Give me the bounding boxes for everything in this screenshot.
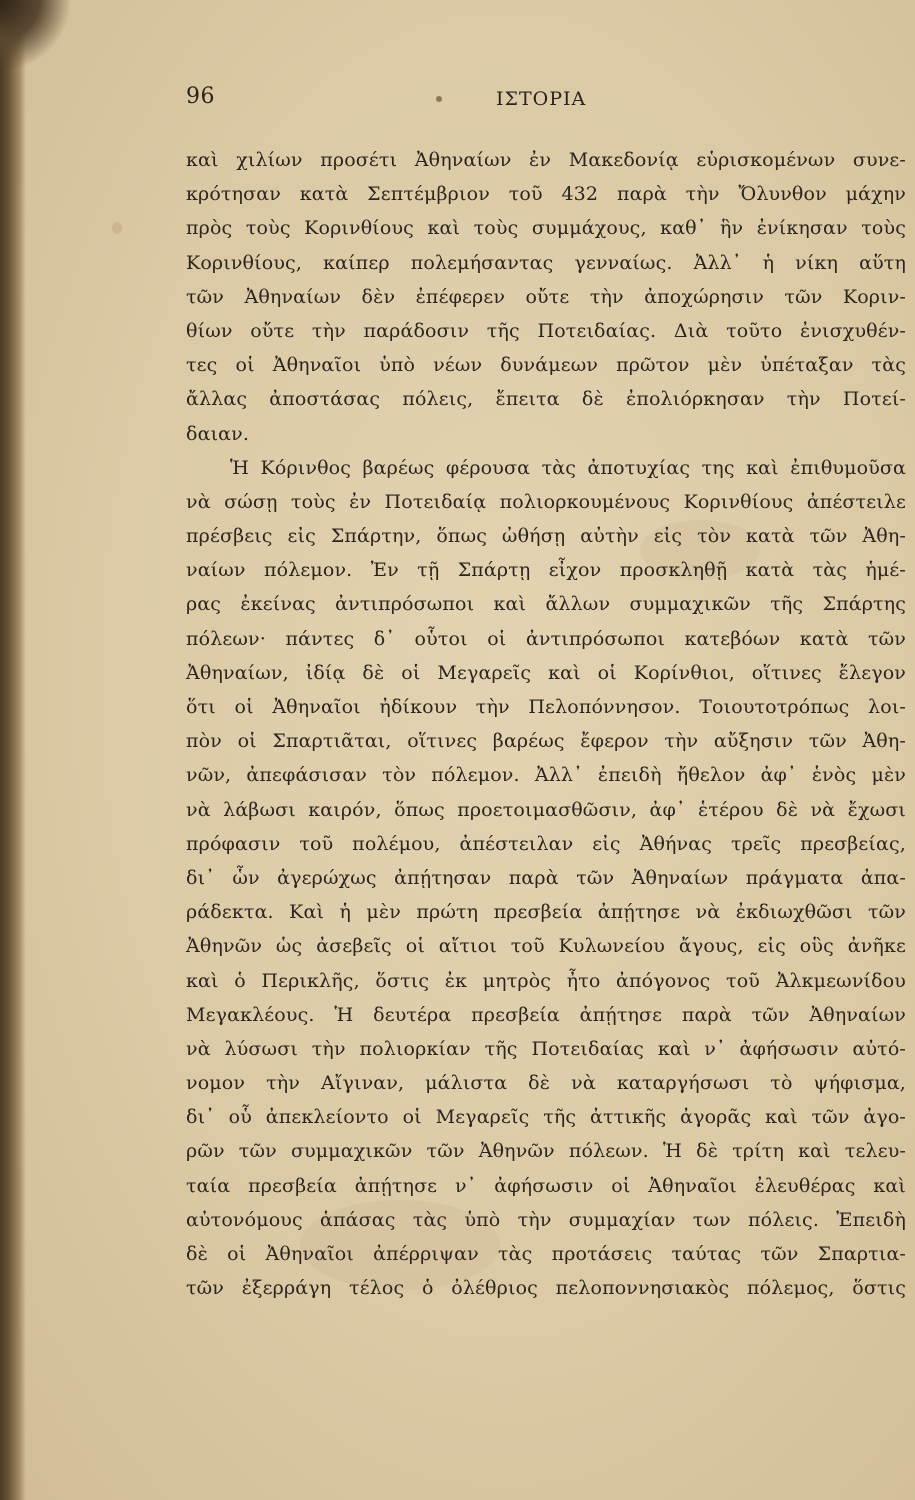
- text-line: νῶν, ἀπεφάσισαν τὸν πόλεμον. Ἀλλ᾽ ἐπειδὴ ἤθελον ἀφ᾽ ἑνὸς μὲν: [186, 764, 906, 787]
- text-line: πρέσβεις εἰς Σπάρτην, ὅπως ὠθήσῃ αὐτὴν εἰς τὸν κατὰ τῶν Ἀθη-: [186, 525, 906, 548]
- text-line: τῶν ἐξερράγη τέλος ὁ ὀλέθριος πελοποννησιακὸς πόλεμος, ὅστις: [186, 1277, 906, 1300]
- text-line: κρότησαν κατὰ Σεπτέμβριον τοῦ 432 παρὰ τὴν Ὄλυνθον μάχην: [186, 183, 906, 206]
- text-line: τες οἱ Ἀθηναῖοι ὑπὸ νέων δυνάμεων πρῶτον μὲν ὑπέταξαν τὰς: [186, 354, 906, 377]
- text-line: δι᾽ οὗ ἀπεκλείοντο οἱ Μεγαρεῖς τῆς ἀττικῆς ἀγορᾶς καὶ τῶν ἀγο-: [186, 1106, 906, 1129]
- text-line: πὸν οἱ Σπαρτιᾶται, οἵτινες βαρέως ἔφερον τὴν αὔξησιν τῶν Ἀθη-: [186, 730, 906, 753]
- text-line: καὶ χιλίων προσέτι Ἀθηναίων ἐν Μακεδονίᾳ εὑρισκομένων συνε-: [186, 149, 906, 171]
- page-number: 96: [186, 84, 215, 109]
- text-line: ράδεκτα. Καὶ ἡ μὲν πρώτη πρεσβεία ἀπῄτησε νὰ ἐκδιωχθῶσι τῶν: [186, 901, 906, 924]
- book-spine-shadow: [0, 0, 26, 1500]
- running-title: ΙΣΤΟΡΙΑ: [496, 88, 587, 110]
- text-line: θίων οὔτε τὴν παράδοσιν τῆς Ποτειδαίας. Διὰ τοῦτο ἐνισχυθέν-: [186, 319, 906, 342]
- paper-stain: [112, 222, 122, 234]
- text-line: Ἀθηναίων, ἰδίᾳ δὲ οἱ Μεγαρεῖς καὶ οἱ Κορίνθιοι, οἵτινες ἔλεγον: [186, 661, 906, 684]
- text-line: πόλεων· πάντες δ᾽ οὗτοι οἱ ἀντιπρόσωποι κατεβόων κατὰ τῶν: [186, 627, 906, 650]
- text-line: Κορινθίους, καίπερ πολεμήσαντας γενναίως. Ἀλλ᾽ ἡ νίκη αὕτη: [186, 251, 906, 274]
- text-line: δαιαν.: [186, 422, 250, 445]
- text-line: δὲ οἱ Ἀθηναῖοι ἀπέρριψαν τὰς προτάσεις ταύτας τῶν Σπαρτια-: [186, 1243, 906, 1265]
- text-line: ρας ἐκείνας ἀντιπρόσωποι καὶ ἄλλων συμμαχικῶν τῆς Σπάρτης: [186, 593, 906, 616]
- text-line: νὰ λάβωσι καιρόν, ὅπως προετοιμασθῶσιν, ἀφ᾽ ἑτέρου δὲ νὰ ἔχωσι: [186, 798, 906, 821]
- text-line: δι᾽ ὧν ἀγερώχως ἀπῄτησαν παρὰ τῶν Ἀθηναίων πράγματα ἀπα-: [186, 866, 906, 889]
- page-corner-stain: [0, 0, 70, 70]
- header-dot-mark: [436, 96, 442, 102]
- text-line: ἄλλας ἀποστάσας πόλεις, ἔπειτα δὲ ἐπολιόρκησαν τὴν Ποτεί-: [186, 388, 906, 411]
- body-text: [186, 143, 906, 1305]
- text-line: ταία πρεσβεία ἀπῄτησε ν᾽ ἀφήσωσιν οἱ Ἀθηναῖοι ἐλευθέρας καὶ: [186, 1174, 906, 1197]
- text-line: νομον τὴν Αἴγιναν, μάλιστα δὲ νὰ καταργήσωσι τὸ ψήφισμα,: [186, 1072, 906, 1095]
- text-line: πρὸς τοὺς Κορινθίους καὶ τοὺς συμμάχους, καθ᾽ ἣν ἐνίκησαν τοὺς: [186, 217, 906, 240]
- text-line: αὐτονόμους ἁπάσας τὰς ὑπὸ τὴν συμμαχίαν των πόλεις. Ἐπειδὴ: [186, 1208, 906, 1231]
- text-line: νὰ σώσῃ τοὺς ἐν Ποτειδαίᾳ πολιορκουμένους Κορινθίους ἀπέστειλε: [186, 490, 906, 513]
- text-line: τῶν Ἀθηναίων δὲν ἐπέφερεν οὔτε τὴν ἀποχώρησιν τῶν Κοριν-: [186, 285, 906, 308]
- text-line: ὅτι οἱ Ἀθηναῖοι ἠδίκουν τὴν Πελοπόννησον. Τοιουτοτρόπως λοι-: [186, 696, 906, 718]
- text-line: πρόφασιν τοῦ πολέμου, ἀπέστειλαν εἰς Ἀθήνας τρεῖς πρεσβείας,: [186, 832, 906, 855]
- paragraph-start-line: Ἡ Κόρινθος βαρέως φέρουσα τὰς ἀποτυχίας της καὶ ἐπιθυμοῦσα: [230, 456, 906, 479]
- text-line: Ἀθηνῶν ὡς ἀσεβεῖς οἱ αἴτιοι τοῦ Κυλωνείου ἄγους, εἰς οὓς ἀνῆκε: [186, 935, 906, 958]
- text-line: ναίων πόλεμον. Ἐν τῇ Σπάρτῃ εἶχον προσκληθῇ κατὰ τὰς ἡμέ-: [186, 559, 906, 582]
- text-line: ρῶν τῶν συμμαχικῶν τῶν Ἀθηνῶν πόλεων. Ἡ δὲ τρίτη καὶ τελευ-: [186, 1140, 906, 1163]
- text-line: Μεγακλέους. Ἡ δευτέρα πρεσβεία ἀπῄτησε παρὰ τῶν Ἀθηναίων: [186, 1003, 906, 1026]
- page-header: [186, 84, 906, 124]
- text-line: νὰ λύσωσι τὴν πολιορκίαν τῆς Ποτειδαίας καὶ ν᾽ ἀφήσωσιν αὐτό-: [186, 1037, 906, 1060]
- text-line: καὶ ὁ Περικλῆς, ὅστις ἐκ μητρὸς ἦτο ἀπόγονος τοῦ Ἀλκμεωνίδου: [186, 969, 906, 992]
